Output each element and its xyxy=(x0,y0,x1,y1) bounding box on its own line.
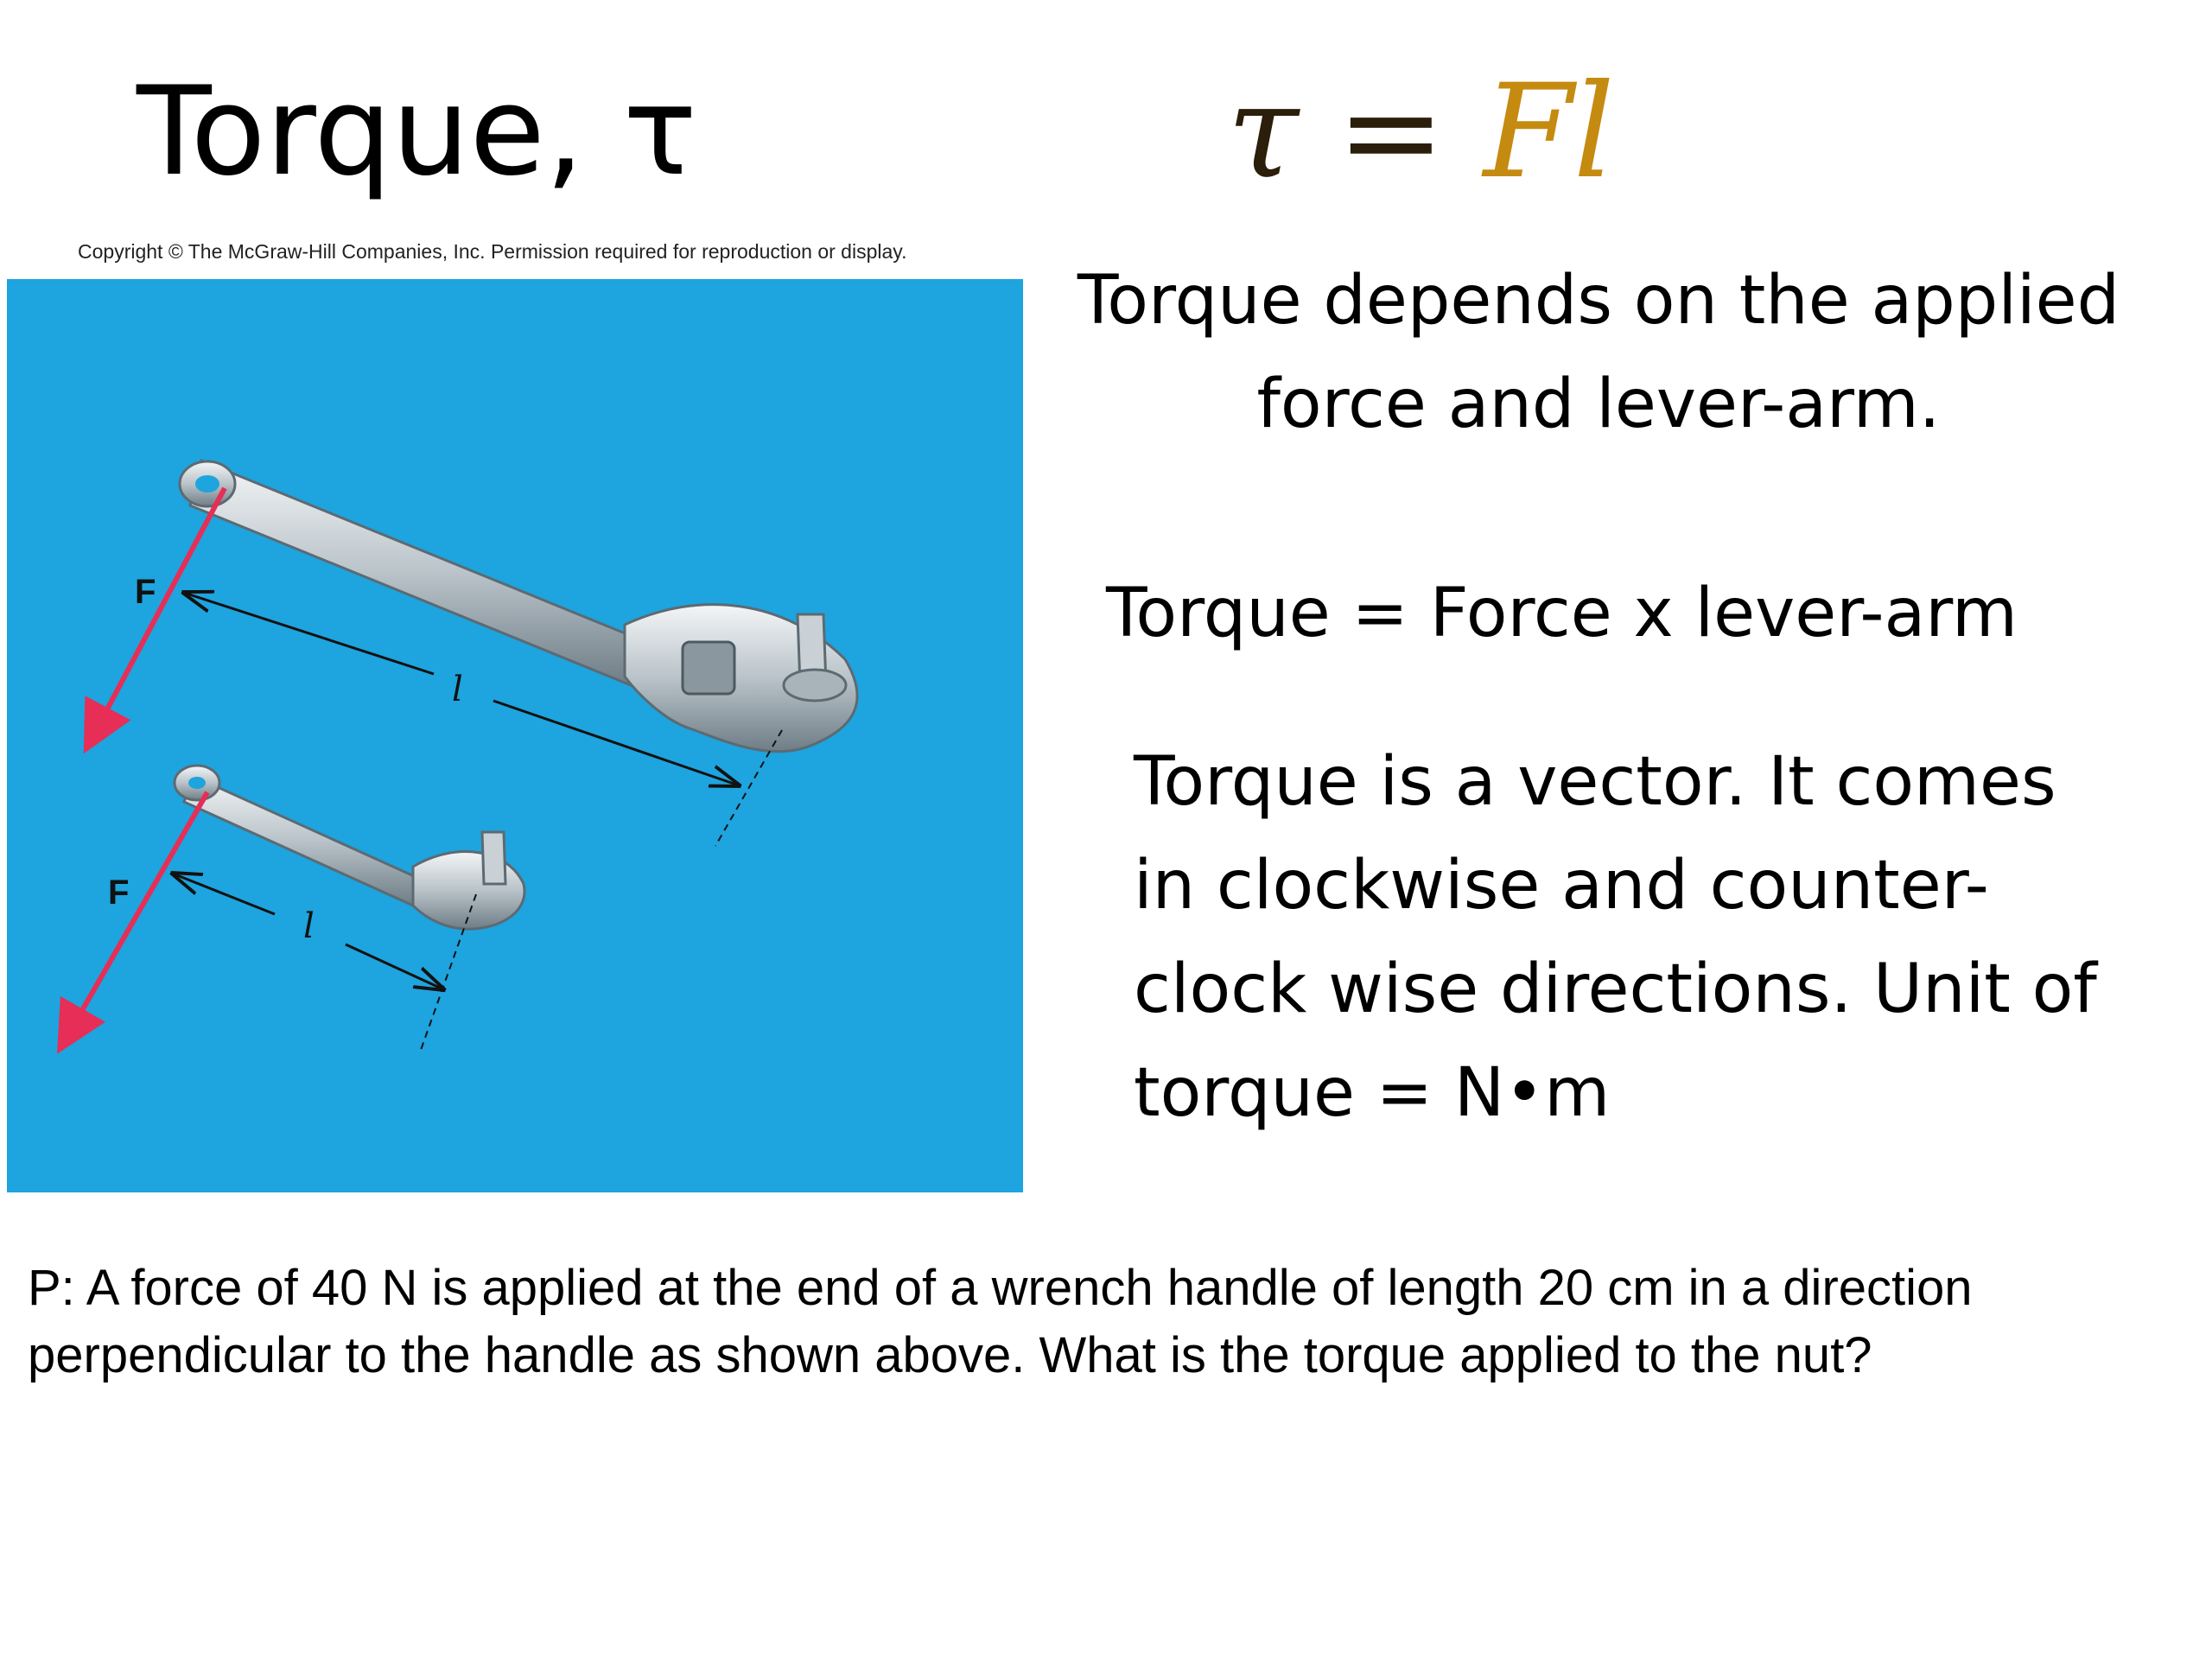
wrench-illustration xyxy=(7,279,1023,1192)
formula-rhs: Fl xyxy=(1483,57,1615,207)
force-label-large: F xyxy=(135,573,156,611)
large-wrench xyxy=(180,461,857,752)
slide-title: Torque, τ xyxy=(137,60,697,203)
torque-formula xyxy=(1227,57,1615,207)
lever-arm-line-small-a xyxy=(173,874,275,914)
problem-statement: P: A force of 40 N is applied at the end of a wrench handle of length 20 cm in a direction perpendicular to the handle as shown above. What is the torque applied to the nut? xyxy=(28,1260,1973,1383)
small-wrench xyxy=(175,766,524,929)
force-label-small: F xyxy=(108,874,130,912)
wrench-photo xyxy=(7,279,1023,1192)
force-arrow-large xyxy=(93,488,225,735)
formula-equals: = xyxy=(1336,57,1446,207)
torque-dependence-text: Torque depends on the applied force and lever-arm. xyxy=(1077,262,2120,443)
lever-label-large: l xyxy=(452,670,463,709)
copyright-notice: Copyright © The McGraw-Hill Companies, Inc. Permission required for reproduction or display. xyxy=(78,240,907,263)
lever-label-small: l xyxy=(303,906,315,946)
lever-arm-line-large-a xyxy=(184,593,434,674)
torque-vector-text: Torque is a vector. It comes in clockwise and counter-clock wise directions. Unit of torque = N•m xyxy=(1134,743,2097,1132)
force-arrow-small xyxy=(67,792,207,1036)
torque-definition-text: Torque = Force x lever-arm xyxy=(1106,575,2018,652)
formula-lhs: τ xyxy=(1227,57,1299,207)
lever-arm-line-small-b xyxy=(346,944,443,989)
